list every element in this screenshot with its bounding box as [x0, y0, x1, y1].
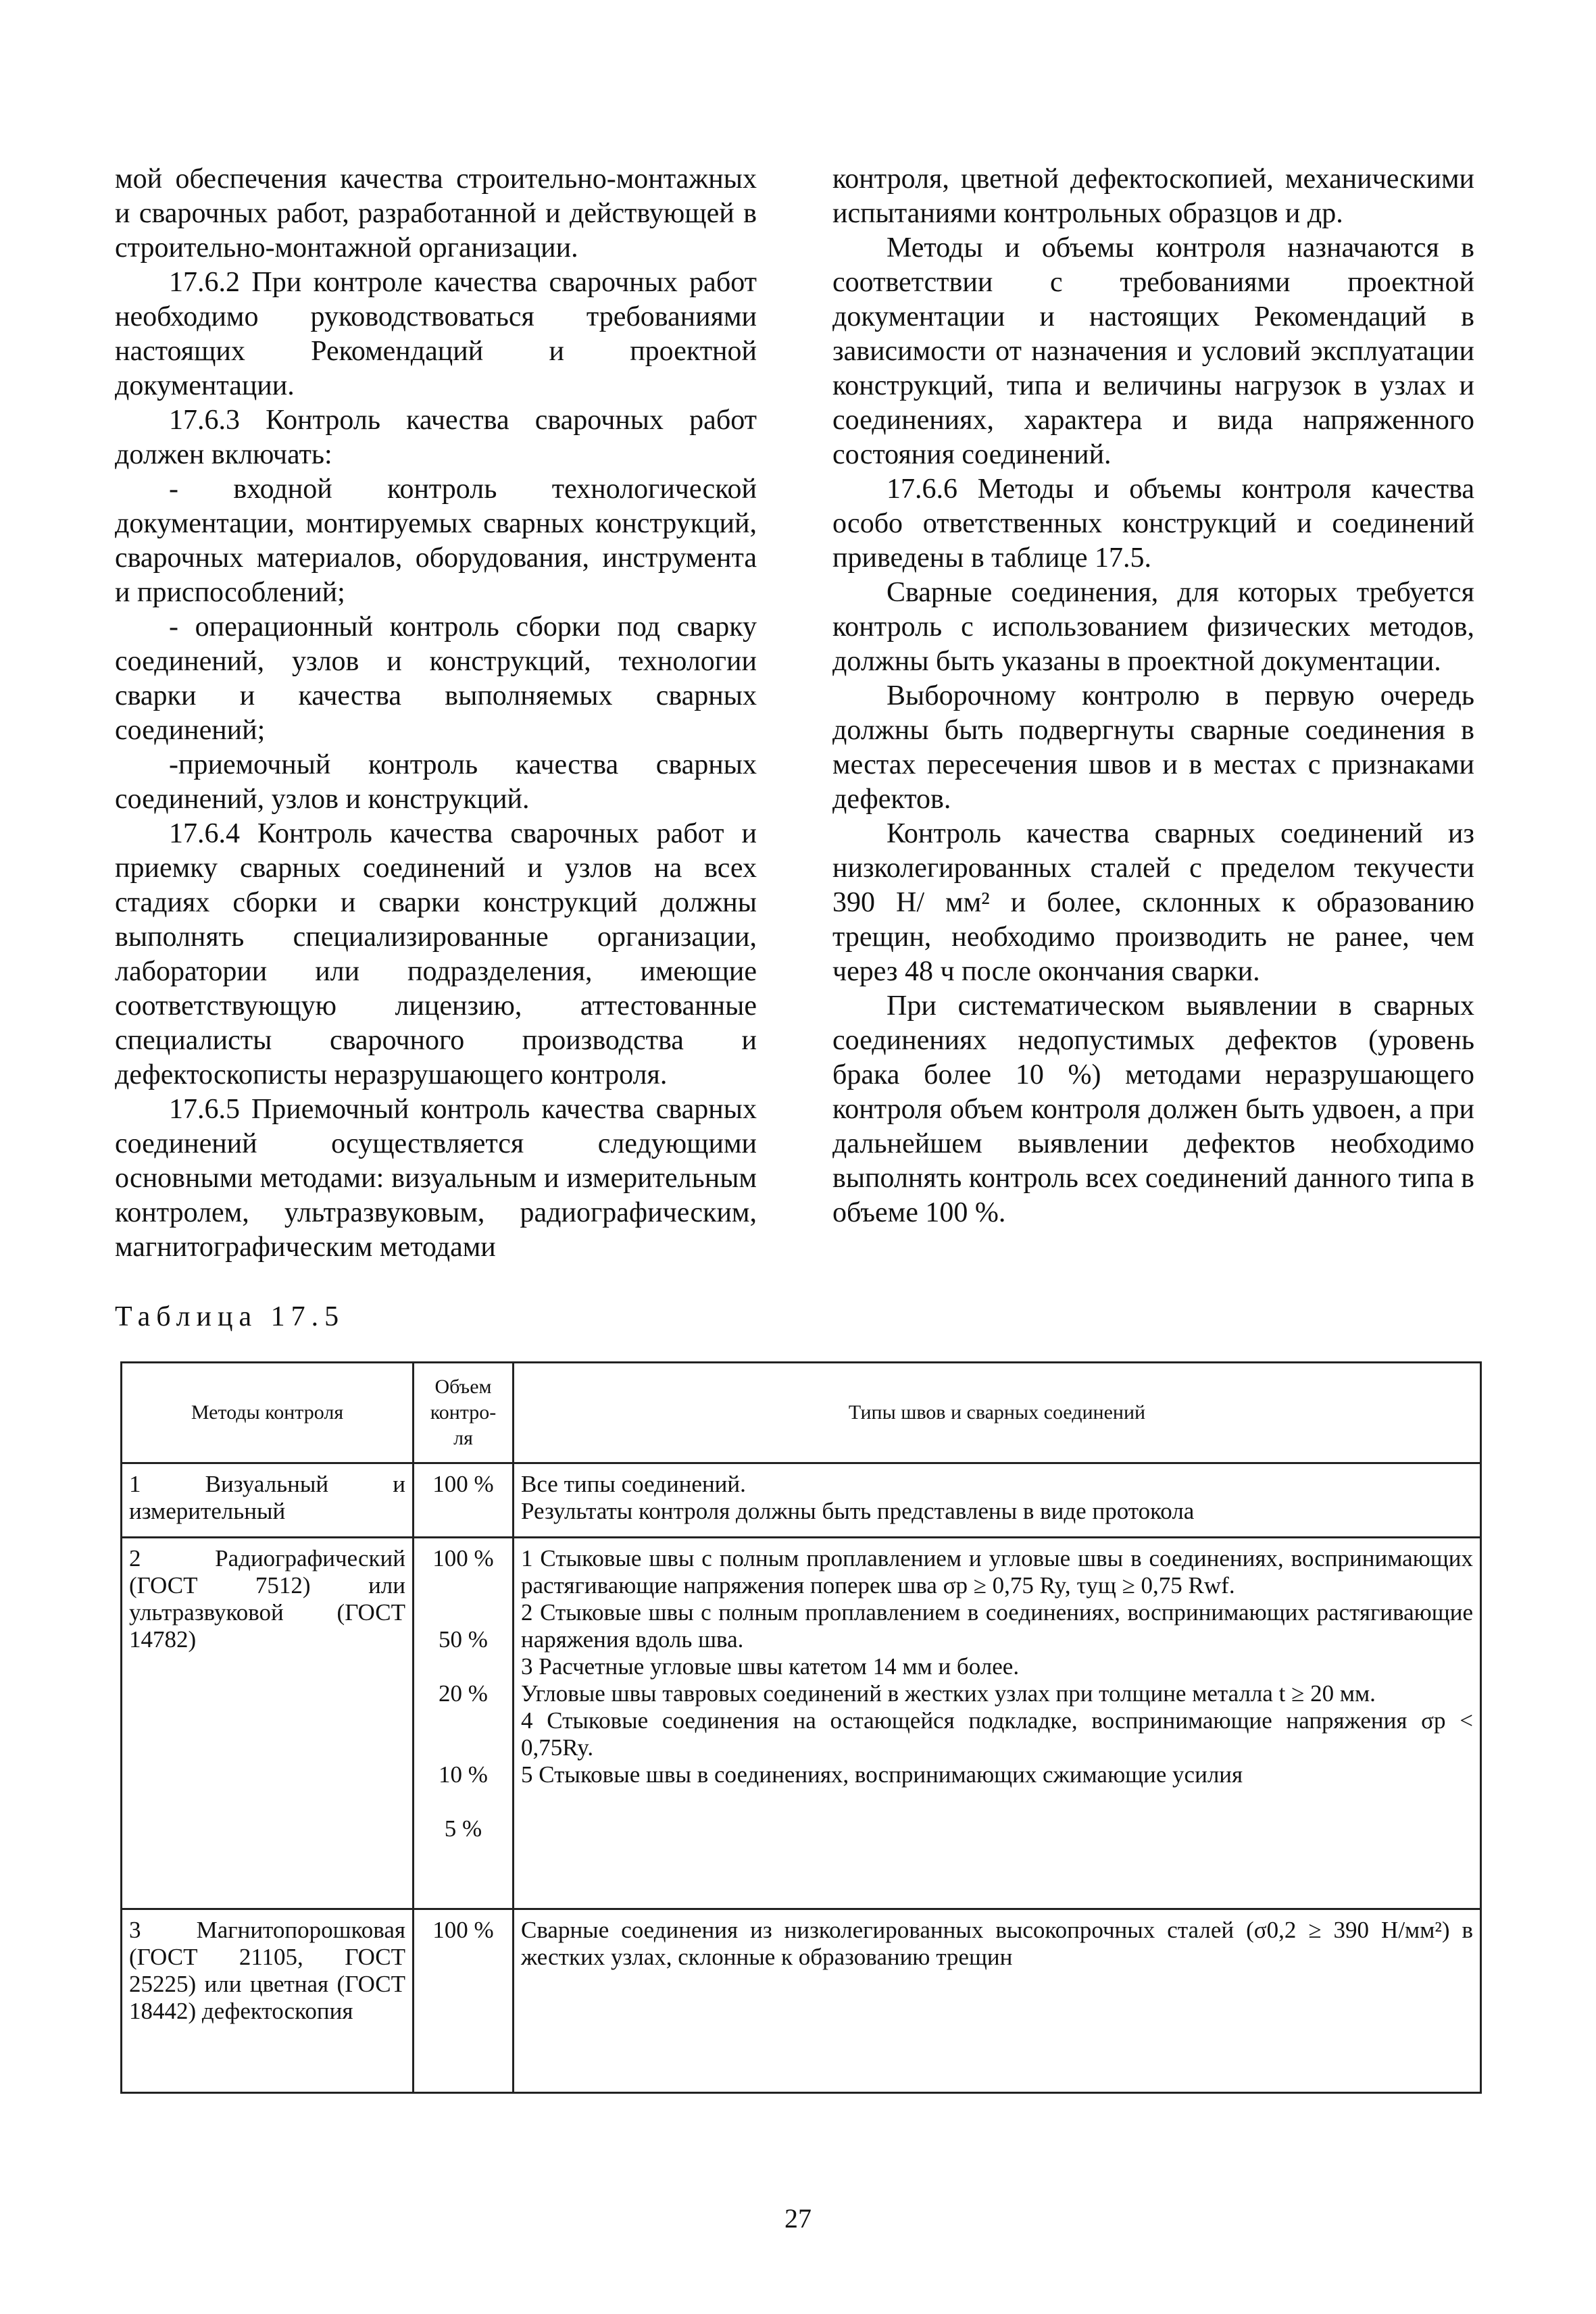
volume-cell: [414, 1463, 514, 1538]
paragraph: 17.6.4 Контроль качества сварочных работ и приемку сварных соединений и узлов на всех стадиях сборки и сварки конструкций должны выполнять специализированные организации, лаборатории или подразделения, имеющие соответствующую лицензию, аттестованные специалисты сварочного производства и дефектоскописты неразрушающего контроля.: [115, 818, 757, 1090]
type-line: 4 Стыковые соединения на остающейся подкладке, воспринимающие напряжения σр < 0,75Ry.: [521, 1707, 1473, 1761]
method-cell: 3 Магнитопорошковая (ГОСТ 21105, ГОСТ 25225) или цветная (ГОСТ 18442) дефектоскопия: [122, 1909, 414, 2093]
paragraph: 17.6.6 Методы и объемы контроля качества особо ответственных конструкций и соединений приведены в таблице 17.5.: [832, 474, 1474, 574]
page-number: 27: [784, 2203, 812, 2234]
control-methods-table: [120, 1361, 1482, 2094]
volume-value: 100 %: [432, 1471, 494, 1497]
left-text-column: [115, 162, 757, 1265]
types-cell: [514, 1538, 1481, 1909]
volume-value: 20 %: [439, 1680, 488, 1707]
type-line: 3 Расчетные угловые швы катетом 14 мм и более.: [521, 1653, 1020, 1680]
volume-value: 10 %: [439, 1761, 488, 1788]
type-line: Угловые швы тавровых соединений в жестких узлах при толщине металла t ≥ 20 мм.: [521, 1680, 1376, 1707]
column-header: Типы швов и сварных соединений: [514, 1363, 1481, 1463]
paragraph: Контроль качества сварных соединений из низколегированных сталей с пределом текучести 390 Н/ мм² и более, склонных к образованию трещин, необходимо производить не ранее, чем через 48 ч после окончания сварки.: [832, 818, 1474, 987]
types-cell: [514, 1909, 1481, 2093]
table-header-row: [122, 1363, 1481, 1463]
volume-value: 50 %: [439, 1626, 488, 1653]
list-item: - операционный контроль сборки под сварку соединений, узлов и конструкций, технологии сварки и качества выполняемых сварных соединений;: [115, 611, 757, 746]
column-header: Объем контро-ля: [414, 1363, 514, 1463]
column-header: Методы контроля: [122, 1363, 414, 1463]
paragraph: Методы и объемы контроля назначаются в соответствии с требованиями проектной документации и настоящих Рекомендаций в зависимости от назначения и условий эксплуатации конструкций, типа и величины нагрузок в узлах и соединениях, характера и вида напряженного состояния соединений.: [832, 232, 1474, 470]
volume-value: 5 %: [444, 1815, 482, 1842]
type-line: Результаты контроля должны быть представлены в виде протокола: [521, 1498, 1195, 1524]
type-line: 1 Стыковые швы с полным проплавлением и угловые швы в соединениях, воспринимающих растягивающие напряжения поперек шва σр ≥ 0,75 Ry, τущ ≥ 0,75 Rwf.: [521, 1545, 1473, 1599]
volume-value: 100 %: [432, 1545, 494, 1571]
table-row: [122, 1909, 1481, 2093]
paragraph: 17.6.5 Приемочный контроль качества сварных соединений осуществляется следующими основными методами: визуальным и измерительным контролем, ультразвуковым, радиографическим, магнитографическим методами: [115, 1094, 757, 1263]
table-row: [122, 1463, 1481, 1538]
types-cell: [514, 1463, 1481, 1538]
method-cell: 1 Визуальный и измерительный: [122, 1463, 414, 1538]
paragraph: При систематическом выявлении в сварных соединениях недопустимых дефектов (уровень брака более 10 %) методами неразрушающего контроля объем контроля должен быть удвоен, а при дальнейшем выявлении дефектов необходимо выполнять контроль всех соединений данного типа в объеме 100 %.: [832, 990, 1474, 1228]
list-item: -приемочный контроль качества сварных соединений, узлов и конструкций.: [115, 749, 757, 815]
right-text-column: [832, 162, 1474, 1230]
list-item: - входной контроль технологической документации, монтируемых сварных конструкций, сварочных материалов, оборудования, инструмента и приспособлений;: [115, 474, 757, 608]
type-line: 2 Стыковые швы с полным проплавлением в соединениях, воспринимающих растягивающие наряжения вдоль шва.: [521, 1599, 1473, 1653]
paragraph: Сварные соединения, для которых требуется контроль с использованием физических методов, должны быть указаны в проектной документации.: [832, 577, 1474, 677]
table-caption: Таблица 17.5: [115, 1301, 345, 1332]
volume-value: 100 %: [432, 1917, 494, 1943]
table-row: [122, 1538, 1481, 1909]
paragraph: 17.6.2 При контроле качества сварочных работ необходимо руководствоваться требованиями настоящих Рекомендаций и проектной документации.: [115, 267, 757, 401]
volume-cell: [414, 1538, 514, 1909]
paragraph: контроля, цветной дефектоскопией, механическими испытаниями контрольных образцов и др.: [832, 164, 1474, 229]
volume-cell: [414, 1909, 514, 2093]
type-line: Все типы соединений.: [521, 1471, 746, 1497]
paragraph: 17.6.3 Контроль качества сварочных работ должен включать:: [115, 405, 757, 470]
type-line: 5 Стыковые швы в соединениях, воспринимающих сжимающие усилия: [521, 1761, 1243, 1788]
paragraph: мой обеспечения качества строительно-монтажных и сварочных работ, разработанной и действующей в строительно-монтажной организации.: [115, 164, 757, 263]
type-line: Сварные соединения из низколегированных высокопрочных сталей (σ0,2 ≥ 390 Н/мм²) в жестких узлах, склонные к образованию трещин: [521, 1917, 1473, 1970]
method-cell: 2 Радиографический (ГОСТ 7512) или ультразвуковой (ГОСТ 14782): [122, 1538, 414, 1909]
paragraph: Выборочному контролю в первую очередь должны быть подвергнуты сварные соединения в местах пересечения швов и в местах с признаками дефектов.: [832, 680, 1474, 815]
